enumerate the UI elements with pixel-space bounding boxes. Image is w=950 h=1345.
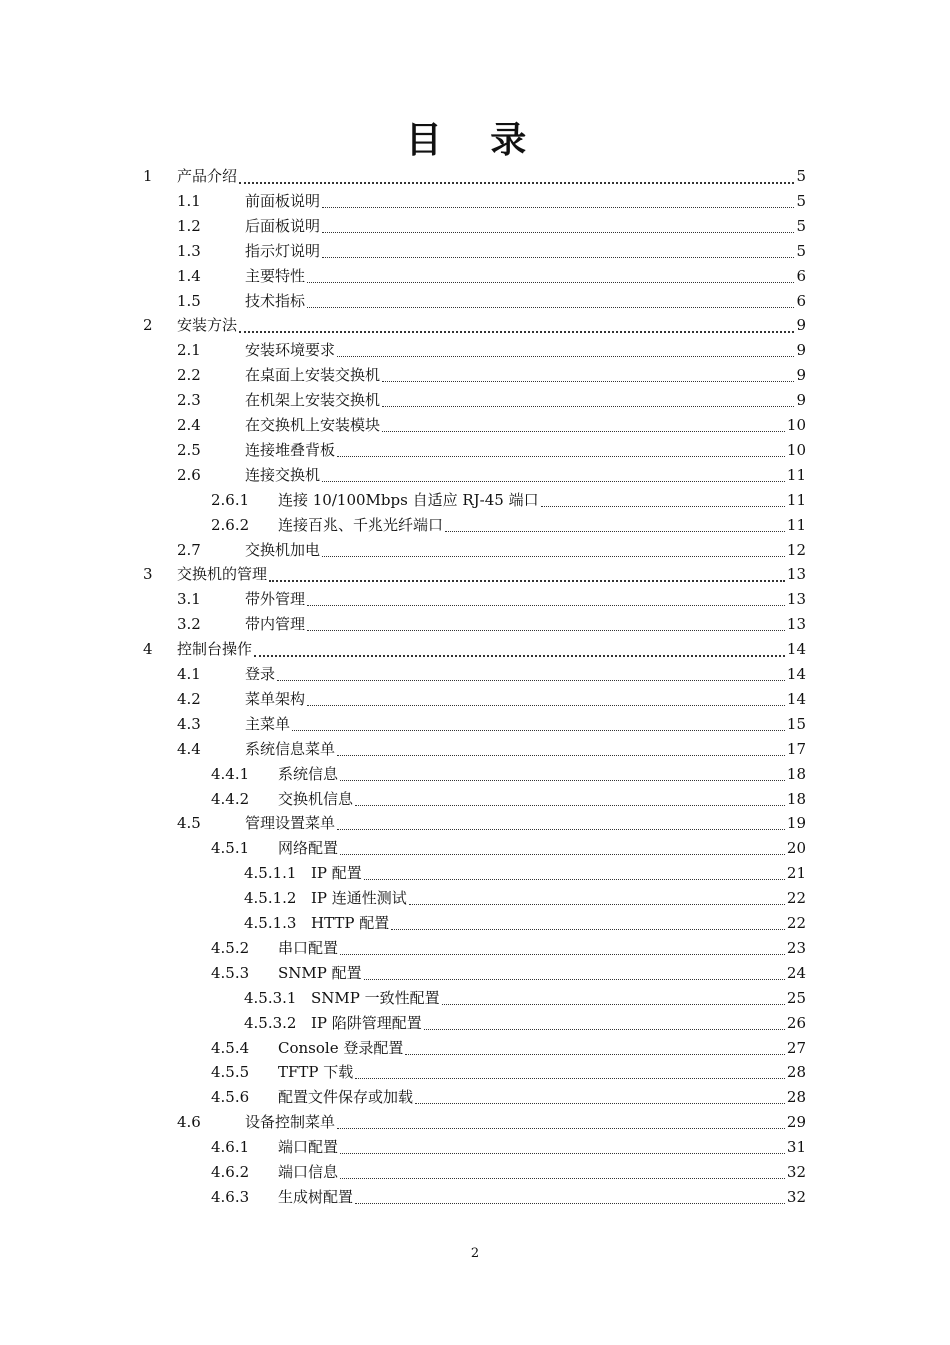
toc-entry[interactable] (0, 289, 950, 314)
toc-entry-number: 4.5 (177, 814, 201, 833)
dot-leader (340, 954, 785, 955)
toc-entry-title: 带内管理 (245, 615, 306, 634)
dot-leader (337, 829, 785, 830)
toc-entry[interactable] (0, 762, 950, 787)
toc-entry-number: 4.4 (177, 739, 201, 758)
dot-leader (307, 307, 794, 308)
toc-entry-title: 端口信息 (278, 1163, 339, 1181)
toc-entry-number: 3.2 (177, 615, 201, 634)
toc-entry-title: 管理设置菜单 (245, 814, 336, 833)
toc-entry[interactable] (0, 1036, 950, 1061)
toc-entry-number: 1.1 (177, 191, 201, 210)
toc-entry[interactable] (0, 861, 950, 886)
toc-entry-number: 1.5 (177, 291, 201, 310)
toc-entry[interactable] (0, 463, 950, 488)
toc-entry[interactable] (0, 1060, 950, 1085)
toc-entry[interactable] (0, 687, 950, 712)
dot-leader (340, 780, 785, 781)
toc-entry-title: 在机架上安装交换机 (245, 391, 381, 410)
toc-entry-number: 4.4.1 (211, 764, 250, 783)
toc-entry-number: 2.1 (177, 341, 201, 360)
toc-entry[interactable] (0, 313, 950, 338)
toc-entry-number: 4.1 (177, 665, 201, 683)
toc-entry-number: 1.3 (177, 241, 201, 260)
toc-entry[interactable] (0, 562, 950, 587)
toc-entry-page: 32 (786, 1163, 806, 1181)
toc-entry-title: 串口配置 (278, 938, 339, 957)
dot-leader (382, 431, 785, 432)
toc-entry[interactable] (0, 363, 950, 388)
dot-leader (364, 879, 785, 880)
toc-entry[interactable] (0, 637, 950, 662)
dot-leader (340, 1178, 785, 1179)
toc-entry-title: SNMP 配置 (278, 963, 362, 982)
toc-entry[interactable] (0, 936, 950, 961)
toc-entry-title: 前面板说明 (245, 191, 321, 210)
dot-leader (355, 1203, 785, 1204)
toc-entry[interactable] (0, 488, 950, 513)
toc-entry-number: 1.4 (177, 266, 201, 285)
toc-entry[interactable] (0, 587, 950, 612)
dot-leader (322, 481, 785, 482)
toc-entry-number: 1 (143, 167, 153, 185)
toc-entry-page: 5 (796, 191, 806, 210)
toc-entry-title: 连接 10/100Mbps 自适应 RJ-45 端口 (278, 490, 539, 509)
toc-entry-page: 6 (796, 266, 806, 285)
toc-entry-title: 主要特性 (245, 266, 306, 285)
toc-entry-title: Console 登录配置 (278, 1038, 404, 1057)
toc-entry-title: 安装方法 (177, 316, 238, 335)
toc-entry[interactable] (0, 737, 950, 762)
dot-leader (337, 1128, 785, 1129)
dot-leader (254, 655, 785, 657)
page-number: 2 (470, 1246, 480, 1261)
toc-entry-page: 23 (786, 938, 806, 957)
toc-entry[interactable] (0, 189, 950, 214)
toc-entry-number: 4.4.2 (211, 789, 250, 808)
toc-entry-title: HTTP 配置 (311, 914, 390, 932)
toc-entry-number: 4.5.3.1 (244, 988, 297, 1007)
toc-entry-number: 4.5.1.2 (244, 889, 297, 908)
toc-entry[interactable] (0, 1085, 950, 1110)
toc-entry-page: 29 (786, 1113, 806, 1132)
toc-entry-title: TFTP 下载 (278, 1063, 354, 1082)
toc-entry-number: 1.2 (177, 216, 201, 235)
dot-leader (322, 207, 794, 208)
toc-entry-number: 2.6 (177, 465, 201, 484)
toc-entry-number: 4.2 (177, 689, 201, 708)
toc-entry[interactable] (0, 612, 950, 637)
toc-entry-number: 2.2 (177, 366, 201, 385)
toc-entry-page: 24 (786, 963, 806, 982)
toc-entry[interactable] (0, 214, 950, 239)
toc-entry-page: 5 (796, 216, 806, 235)
toc-entry-page: 19 (786, 814, 806, 833)
dot-leader (269, 580, 785, 582)
toc-entry[interactable] (0, 662, 950, 687)
dot-leader (364, 979, 785, 980)
dot-leader (391, 929, 785, 930)
toc-entry-title: IP 配置 (311, 864, 362, 883)
toc-entry-title: 产品介绍 (177, 167, 238, 185)
toc-entry-number: 4.5.3 (211, 963, 250, 982)
toc-entry[interactable] (0, 413, 950, 438)
toc-entry-page: 11 (786, 515, 806, 534)
toc-entry-title: 在交换机上安装模块 (245, 416, 381, 434)
dot-leader (340, 1153, 785, 1154)
toc-entry[interactable] (0, 911, 950, 936)
toc-entry-number: 4.5.6 (211, 1088, 250, 1107)
toc-entry-page: 5 (796, 167, 806, 185)
toc-entry-number: 2.6.2 (211, 515, 250, 534)
toc-entry-number: 4.3 (177, 714, 201, 733)
dot-leader (322, 232, 794, 233)
toc-entry-page: 9 (796, 341, 806, 360)
toc-entry[interactable] (0, 1160, 950, 1185)
toc-entry-number: 3 (143, 565, 153, 584)
toc-entry-page: 10 (786, 416, 806, 434)
toc-entry-page: 18 (786, 764, 806, 783)
toc-entry-number: 3.1 (177, 590, 201, 609)
toc-entry-page: 20 (786, 839, 806, 858)
toc-entry[interactable] (0, 986, 950, 1011)
toc-entry[interactable] (0, 164, 950, 189)
toc-entry-number: 4.6.1 (211, 1138, 250, 1157)
toc-entry-title: 控制台操作 (177, 640, 253, 659)
toc-entry-page: 21 (786, 864, 806, 883)
toc-entry-page: 28 (786, 1063, 806, 1082)
toc-entry-page: 12 (786, 540, 806, 559)
toc-entry-title: 设备控制菜单 (245, 1113, 336, 1132)
toc-entry-number: 2.6.1 (211, 490, 250, 509)
dot-leader (424, 1029, 785, 1030)
toc-entry[interactable] (0, 886, 950, 911)
dot-leader (355, 1078, 785, 1079)
toc-entry-page: 22 (786, 914, 806, 932)
dot-leader (322, 556, 785, 557)
toc-entry-title: 网络配置 (278, 839, 339, 858)
dot-leader (415, 1103, 785, 1104)
dot-leader (322, 257, 794, 258)
toc-entry-title: 交换机加电 (245, 540, 321, 559)
toc-entry-title: 系统信息 (278, 764, 339, 783)
toc-entry-page: 9 (796, 316, 806, 335)
toc-entry-title: 连接堆叠背板 (245, 440, 336, 459)
toc-entry-page: 14 (786, 640, 806, 659)
toc-entry-page: 22 (786, 889, 806, 908)
toc-entry-number: 4.5.1.1 (244, 864, 297, 883)
dot-leader (442, 1004, 785, 1005)
toc-entry-title: 端口配置 (278, 1138, 339, 1157)
toc-entry-number: 4.5.3.2 (244, 1013, 297, 1032)
toc-entry-number: 2.5 (177, 440, 201, 459)
toc-entry-page: 14 (786, 689, 806, 708)
toc-entry-number: 2 (143, 316, 153, 335)
toc-entry-title: SNMP 一致性配置 (311, 988, 440, 1007)
dot-leader (382, 406, 794, 407)
toc-entry-title: 主菜单 (245, 714, 291, 733)
toc-entry-title: 生成树配置 (278, 1187, 354, 1206)
toc-entry-page: 25 (786, 988, 806, 1007)
toc-entry-page: 6 (796, 291, 806, 310)
dot-leader (337, 356, 794, 357)
toc-entry-page: 9 (796, 366, 806, 385)
toc-entry-title: 登录 (245, 665, 276, 683)
toc-entry[interactable] (0, 538, 950, 563)
dot-leader (239, 182, 794, 184)
toc-entry-page: 17 (786, 739, 806, 758)
dot-leader (445, 531, 785, 532)
toc-entry-number: 2.4 (177, 416, 201, 434)
toc-entry[interactable] (0, 1110, 950, 1135)
toc-entry-title: IP 连通性测试 (311, 889, 407, 908)
toc-entry-number: 4.6.2 (211, 1163, 250, 1181)
dot-leader (337, 456, 785, 457)
toc-entry-number: 4.6.3 (211, 1187, 250, 1206)
toc-entry-number: 4 (143, 640, 153, 659)
toc-entry-page: 13 (786, 565, 806, 584)
dot-leader (541, 506, 785, 507)
toc-entry-page: 28 (786, 1088, 806, 1107)
toc-entry-page: 13 (786, 590, 806, 609)
dot-leader (307, 282, 794, 283)
dot-leader (382, 381, 794, 382)
toc-entry-title: 交换机的管理 (177, 565, 268, 584)
toc-entry-page: 31 (786, 1138, 806, 1157)
toc-entry[interactable] (0, 239, 950, 264)
dot-leader (307, 705, 785, 706)
toc-entry-number: 4.5.5 (211, 1063, 250, 1082)
toc-entry-page: 10 (786, 440, 806, 459)
toc-entry-number: 4.5.2 (211, 938, 250, 957)
toc-entry[interactable] (0, 388, 950, 413)
dot-leader (307, 605, 785, 606)
toc-entry-page: 11 (786, 465, 806, 484)
toc-entry-title: 带外管理 (245, 590, 306, 609)
toc-entry-number: 2.3 (177, 391, 201, 410)
toc-entry-page: 15 (786, 714, 806, 733)
toc-entry[interactable] (0, 811, 950, 836)
dot-leader (340, 854, 785, 855)
toc-entry[interactable] (0, 787, 950, 812)
toc-entry-title: 配置文件保存或加载 (278, 1088, 414, 1107)
toc-entry[interactable] (0, 1185, 950, 1210)
dot-leader (277, 680, 785, 681)
toc-entry-page: 13 (786, 615, 806, 634)
toc-entry-page: 32 (786, 1187, 806, 1206)
dot-leader (337, 755, 785, 756)
toc-entry-title: 安装环境要求 (245, 341, 336, 360)
toc-entry-title: 连接交换机 (245, 465, 321, 484)
toc-entry-page: 26 (786, 1013, 806, 1032)
toc-entry[interactable] (0, 1135, 950, 1160)
toc-entry-title: 后面板说明 (245, 216, 321, 235)
toc-entry[interactable] (0, 836, 950, 861)
toc-entry-number: 4.5.1 (211, 839, 250, 858)
toc-entry-number: 4.5.4 (211, 1038, 250, 1057)
toc-entry-number: 4.6 (177, 1113, 201, 1132)
dot-leader (307, 630, 785, 631)
toc-entry[interactable] (0, 338, 950, 363)
toc-entry-title: 技术指标 (245, 291, 306, 310)
dot-leader (292, 730, 785, 731)
toc-entry-title: 系统信息菜单 (245, 739, 336, 758)
toc-entry-title: 交换机信息 (278, 789, 354, 808)
toc-entry-page: 9 (796, 391, 806, 410)
dot-leader (355, 805, 785, 806)
dot-leader (409, 904, 785, 905)
toc-entry[interactable] (0, 961, 950, 986)
toc-entry-page: 14 (786, 665, 806, 683)
toc-entry-page: 11 (786, 490, 806, 509)
toc-entry-title: 在桌面上安装交换机 (245, 366, 381, 385)
toc-entry-number: 4.5.1.3 (244, 914, 297, 932)
toc-entry-page: 5 (796, 241, 806, 260)
toc-entry[interactable] (0, 264, 950, 289)
page-title: 目 录 (405, 119, 545, 161)
toc-entry[interactable] (0, 712, 950, 737)
toc-entry-title: IP 陷阱管理配置 (311, 1013, 422, 1032)
toc-entry-title: 连接百兆、千兆光纤端口 (278, 515, 444, 534)
toc-entry-title: 菜单架构 (245, 689, 306, 708)
toc-entry[interactable] (0, 1011, 950, 1036)
toc-entry[interactable] (0, 513, 950, 538)
dot-leader (239, 331, 794, 333)
toc-entry-title: 指示灯说明 (245, 241, 321, 260)
toc-entry-number: 2.7 (177, 540, 201, 559)
toc-entry-page: 27 (786, 1038, 806, 1057)
toc-entry[interactable] (0, 438, 950, 463)
toc-entry-page: 18 (786, 789, 806, 808)
dot-leader (405, 1054, 785, 1055)
